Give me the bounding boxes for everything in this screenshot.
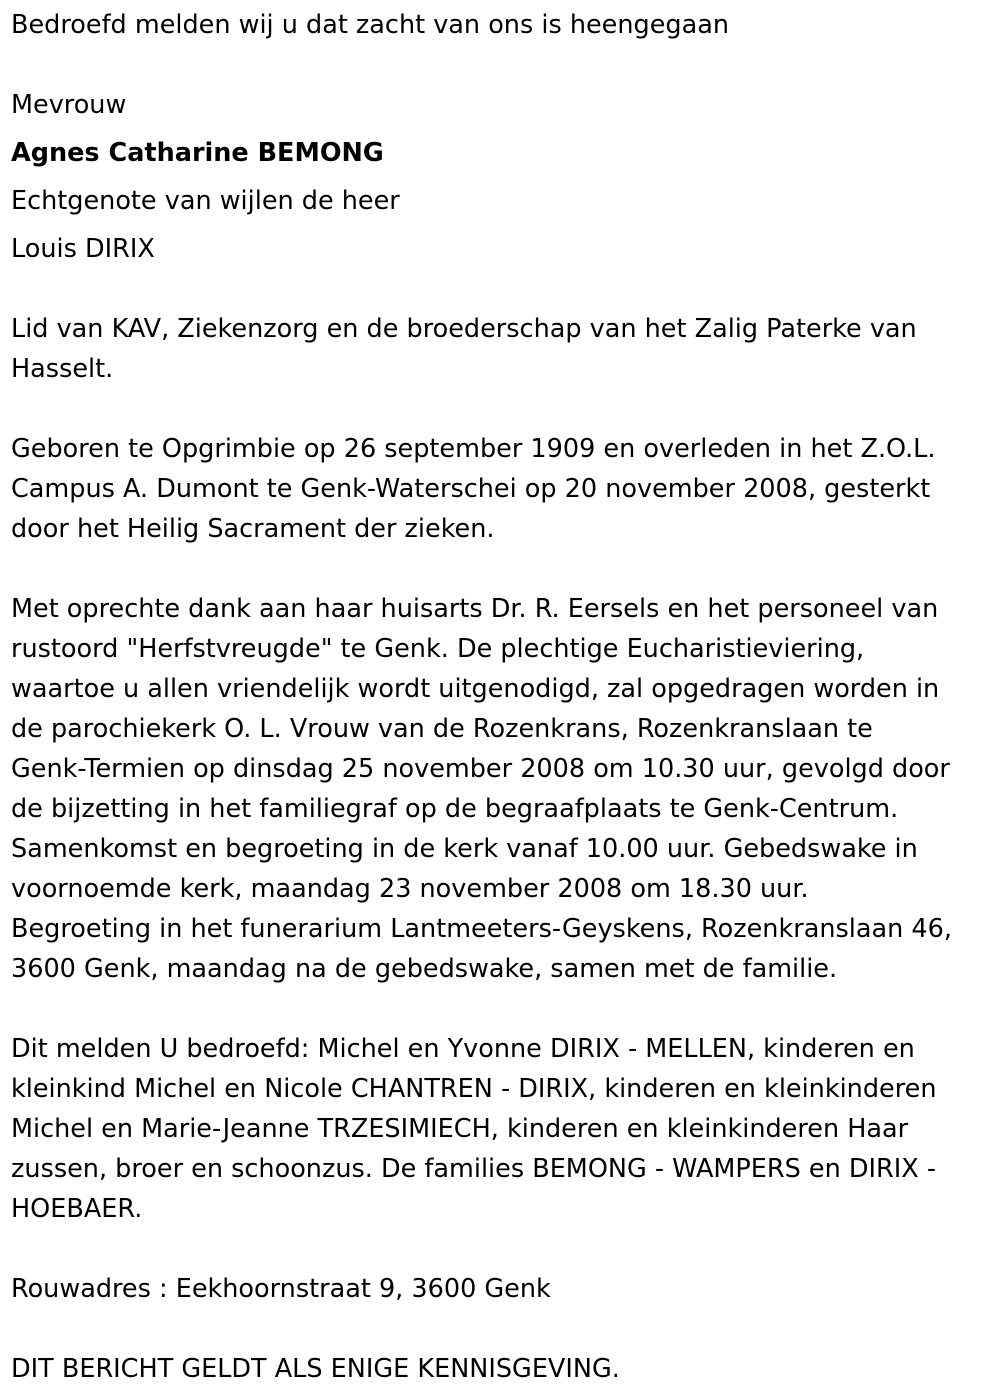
paragraph-line: Begroeting in het funerarium Lantmeeters-Geyskens, Rozenkranslaan 46, <box>11 914 952 944</box>
paragraph-line: Genk-Termien op dinsdag 25 november 2008 om 10.30 uur, gevolgd door <box>11 754 950 784</box>
intro-text: Bedroefd melden wij u dat zacht van ons is heengegaan <box>11 10 730 40</box>
spacer <box>11 269 1000 309</box>
paragraph-line: door het Heilig Sacrament der zieken. <box>11 514 495 544</box>
spouse-line-1: Echtgenote van wijlen de heer <box>11 186 400 216</box>
family-paragraph <box>11 1029 1000 1229</box>
paragraph-line: Campus A. Dumont te Genk-Waterschei op 20 november 2008, gesterkt <box>11 474 931 504</box>
paragraph-line: rustoord "Herfstvreugde" te Genk. De plechtige Eucharistieviering, <box>11 634 865 664</box>
paragraph-line: zussen, broer en schoonzus. De families BEMONG - WAMPERS en DIRIX - <box>11 1154 937 1184</box>
paragraph-line: 3600 Genk, maandag na de gebedswake, samen met de familie. <box>11 954 838 984</box>
paragraph-line: Michel en Marie-Jeanne TRZESIMIECH, kinderen en kleinkinderen Haar <box>11 1114 909 1144</box>
honorific: Mevrouw <box>11 90 127 120</box>
spacer <box>11 221 1000 229</box>
spouse-line-2: Louis DIRIX <box>11 234 155 264</box>
paragraph-line: Lid van KAV, Ziekenzorg en de broederschap van het Zalig Paterke van <box>11 314 917 344</box>
paragraph-line: waartoe u allen vriendelijk wordt uitgenodigd, zal opgedragen worden in <box>11 674 940 704</box>
mourning-address: Rouwadres : Eekhoornstraat 9, 3600 Genk <box>11 1274 551 1304</box>
paragraph-line: Samenkomst en begroeting in de kerk vanaf 10.00 uur. Gebedswake in <box>11 834 918 864</box>
spacer <box>11 549 1000 589</box>
paragraph-line: kleinkind Michel en Nicole CHANTREN - DIRIX, kinderen en kleinkinderen <box>11 1074 937 1104</box>
closing-statement: DIT BERICHT GELDT ALS ENIGE KENNISGEVING. <box>11 1354 620 1384</box>
spacer <box>11 125 1000 133</box>
paragraph-line: Dit melden U bedroefd: Michel en Yvonne DIRIX - MELLEN, kinderen en <box>11 1034 915 1064</box>
spacer <box>11 1309 1000 1349</box>
paragraph-line: Geboren te Opgrimbie op 26 september 1909 en overleden in het Z.O.L. <box>11 434 936 464</box>
paragraph-line: Hasselt. <box>11 354 114 384</box>
paragraph-line: voornoemde kerk, maandag 23 november 2008 om 18.30 uur. <box>11 874 809 904</box>
spacer <box>11 389 1000 429</box>
paragraph-line: HOEBAER. <box>11 1194 143 1224</box>
spacer <box>11 989 1000 1029</box>
paragraph-line: Met oprechte dank aan haar huisarts Dr. R. Eersels en het personeel van <box>11 594 939 624</box>
deceased-name: Agnes Catharine BEMONG <box>11 138 384 168</box>
paragraph-line: de bijzetting in het familiegraf op de begraafplaats te Genk-Centrum. <box>11 794 899 824</box>
spacer <box>11 45 1000 85</box>
birth-death-paragraph <box>11 429 1000 549</box>
membership-paragraph <box>11 309 1000 389</box>
spacer <box>11 173 1000 181</box>
spacer <box>11 1229 1000 1269</box>
paragraph-line: de parochiekerk O. L. Vrouw van de Rozenkrans, Rozenkranslaan te <box>11 714 873 744</box>
ceremony-paragraph <box>11 589 1000 989</box>
